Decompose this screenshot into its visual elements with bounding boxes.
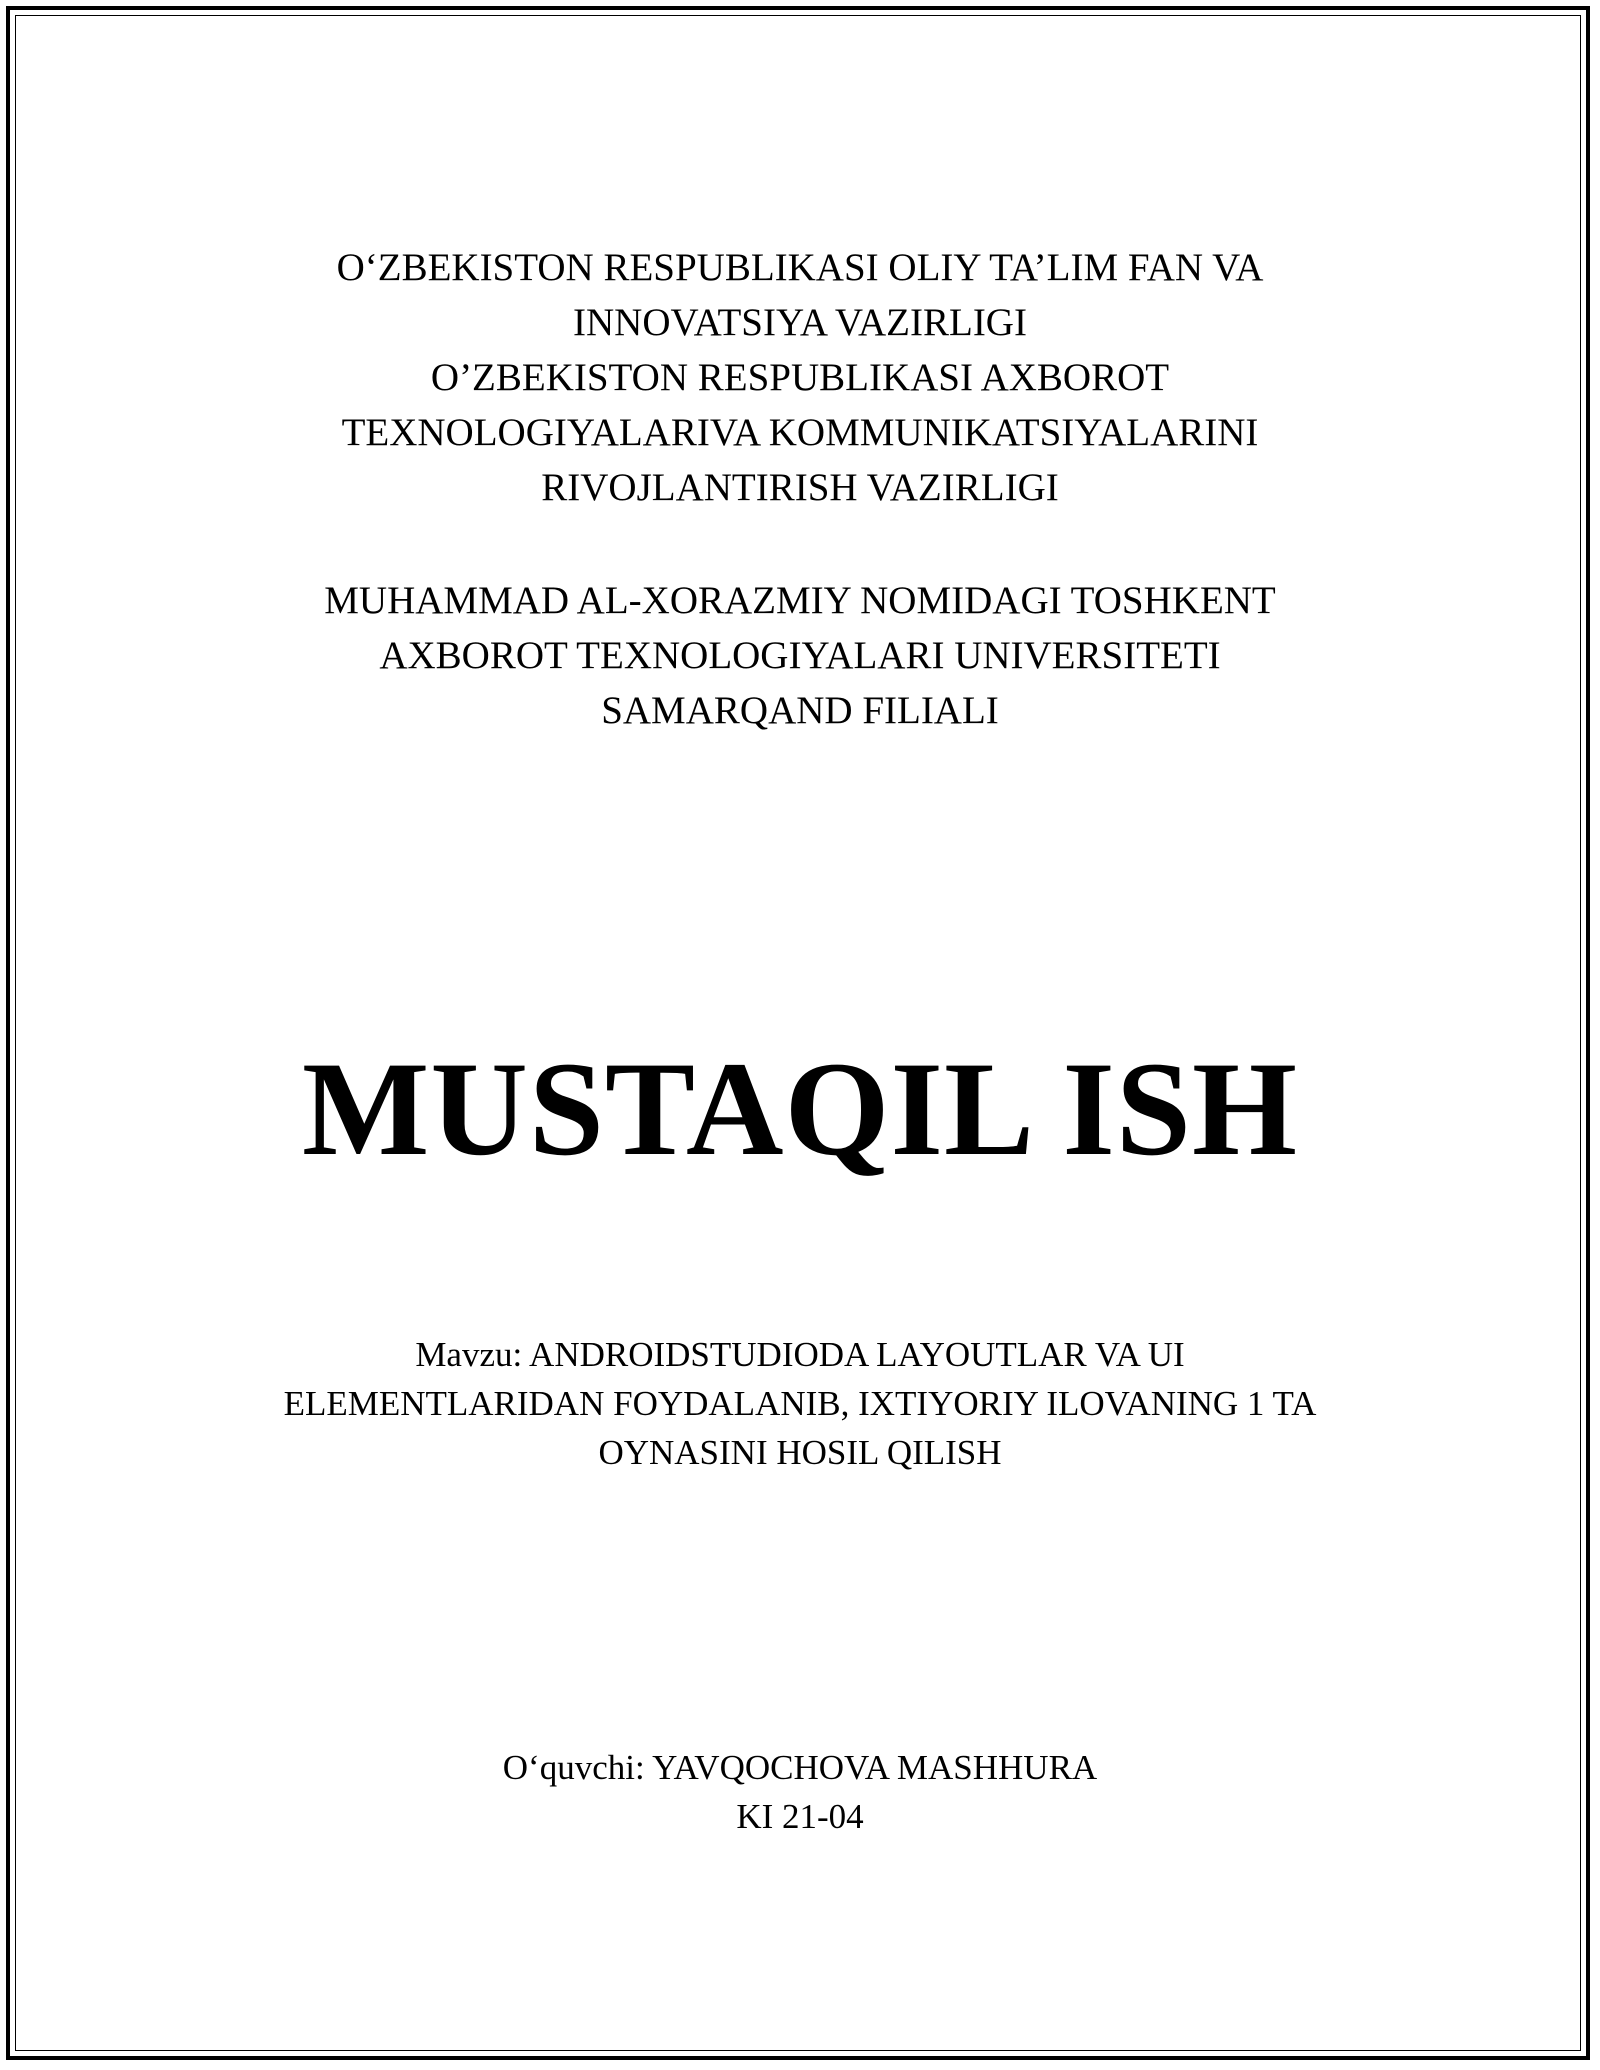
topic-line: Mavzu: ANDROIDSTUDIODA LAYOUTLAR VA UI (415, 1335, 1185, 1374)
university-line: SAMARQAND FILIALI (601, 689, 999, 732)
topic-block (0, 1330, 1600, 1477)
university-line: AXBOROT TEXNOLOGIYALARI UNIVERSITETI (379, 634, 1221, 677)
ministry-line: O’ZBEKISTON RESPUBLIKASI AXBOROT (430, 356, 1170, 399)
ministry-line: TEXNOLOGIYALARIVA KOMMUNIKATSIYALARINI (341, 411, 1259, 454)
university-heading (0, 573, 1600, 738)
topic-line: OYNASINI HOSIL QILISH (598, 1433, 1002, 1472)
student-block (0, 1743, 1600, 1841)
ministry-line: INNOVATSIYA VAZIRLIGI (573, 301, 1027, 344)
student-group: KI 21-04 (736, 1797, 864, 1836)
ministry-line: O‘ZBEKISTON RESPUBLIKASI OLIY TA’LIM FAN VA (336, 246, 1264, 289)
ministry-heading (0, 240, 1600, 515)
ministry-line: RIVOJLANTIRISH VAZIRLIGI (541, 466, 1059, 509)
topic-line: ELEMENTLARIDAN FOYDALANIB, IXTIYORIY ILOVANING 1 TA (283, 1384, 1317, 1423)
student-name: O‘quvchi: YAVQOCHOVA MASHHURA (502, 1748, 1098, 1787)
document-title: MUSTAQIL ISH (301, 1035, 1299, 1184)
university-line: MUHAMMAD AL-XORAZMIY NOMIDAGI TOSHKENT (324, 579, 1276, 622)
